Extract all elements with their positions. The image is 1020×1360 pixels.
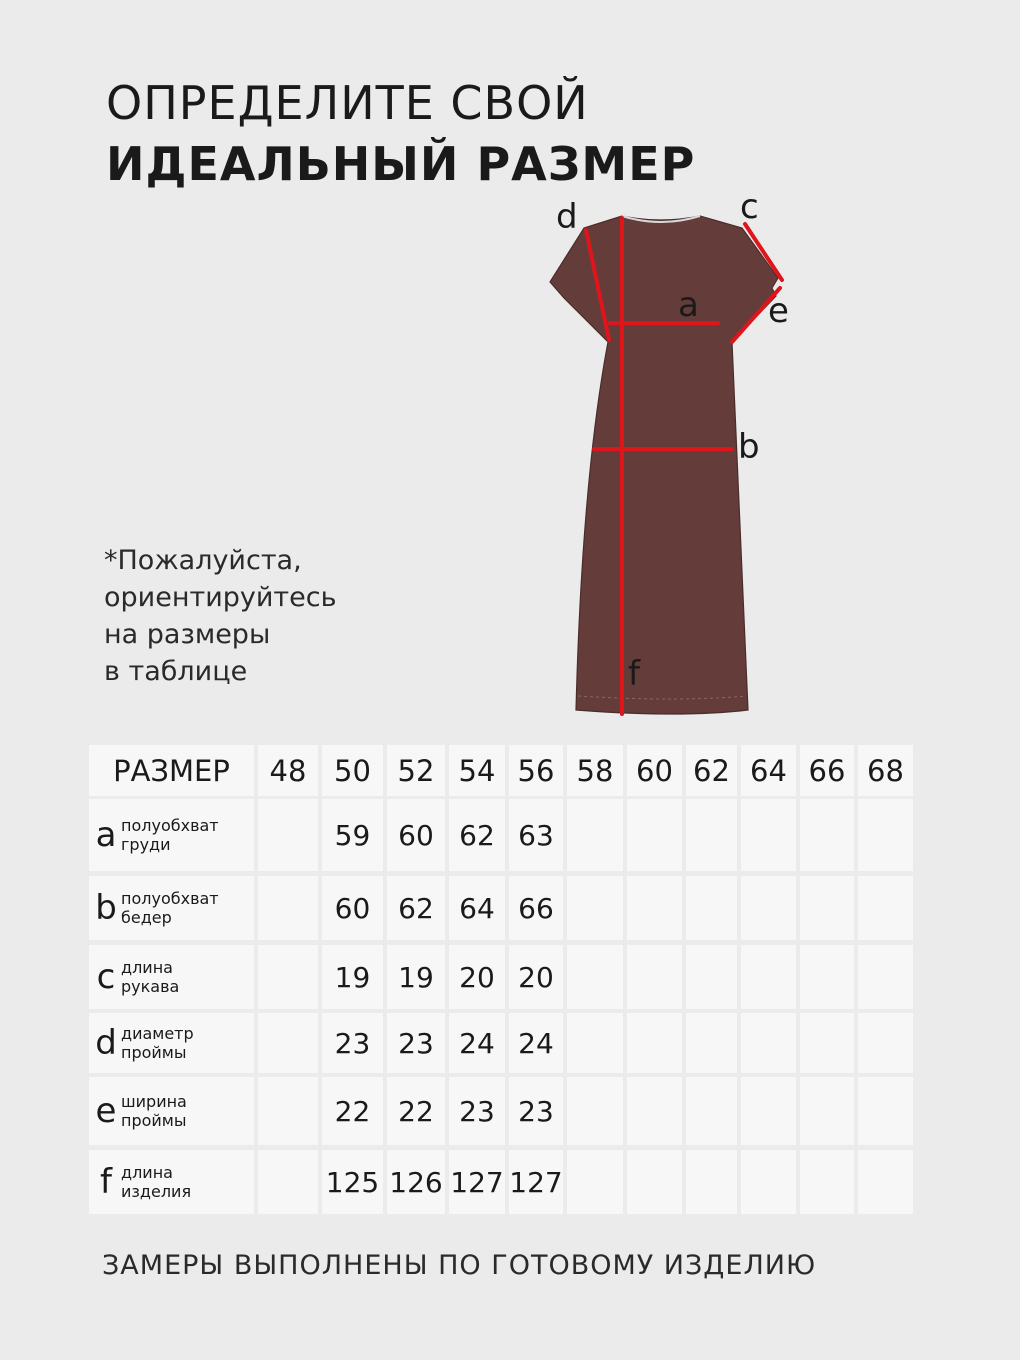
table-cell-b-62 [686,876,737,940]
measure-letter: a [95,815,117,855]
table-cell-c-56: 20 [509,945,563,1009]
table-cell-b-64 [741,876,796,940]
size-header-58: 58 [567,745,623,796]
table-cell-c-52: 19 [387,945,445,1009]
row-label-d [89,1013,254,1073]
table-cell-f-56: 127 [509,1150,563,1214]
diagram-label-c: c [740,187,759,227]
table-cell-b-68 [858,876,913,940]
table-cell-f-64 [741,1150,796,1214]
table-cell-d-56: 24 [509,1013,563,1073]
table-cell-c-50: 19 [322,945,383,1009]
table-cell-a-58 [567,799,623,871]
table-cell-e-48 [258,1077,318,1145]
table-cell-e-54: 23 [449,1077,505,1145]
table-cell-a-52: 60 [387,799,445,871]
table-cell-d-54: 24 [449,1013,505,1073]
measure-description [121,889,219,927]
note-line-2: ориентируйтесь [104,582,337,613]
table-cell-b-56: 66 [509,876,563,940]
table-cell-d-48 [258,1013,318,1073]
size-header-52: 52 [387,745,445,796]
table-cell-e-52: 22 [387,1077,445,1145]
table-cell-e-50: 22 [322,1077,383,1145]
table-cell-a-60 [627,799,682,871]
size-header-56: 56 [509,745,563,796]
table-cell-c-60 [627,945,682,1009]
table-cell-e-68 [858,1077,913,1145]
table-cell-a-48 [258,799,318,871]
table-cell-b-58 [567,876,623,940]
measure-description [121,1163,191,1201]
table-cell-a-64 [741,799,796,871]
measure-letter: b [95,888,117,928]
table-cell-c-58 [567,945,623,1009]
table-cell-f-66 [800,1150,854,1214]
size-header-50: 50 [322,745,383,796]
diagram-label-e: e [768,291,789,331]
table-cell-d-52: 23 [387,1013,445,1073]
table-cell-e-58 [567,1077,623,1145]
table-cell-b-60 [627,876,682,940]
measure-description-line2: рукава [121,977,180,996]
table-cell-f-60 [627,1150,682,1214]
table-cell-e-62 [686,1077,737,1145]
measure-description-line2: изделия [121,1182,192,1201]
row-label-a [89,799,254,871]
diagram-label-d: d [556,197,578,237]
table-cell-e-60 [627,1077,682,1145]
table-cell-e-64 [741,1077,796,1145]
title-bold-word: ИДЕАЛЬНЫЙ [106,137,460,191]
table-cell-b-54: 64 [449,876,505,940]
measure-letter: e [95,1091,117,1131]
table-cell-a-62 [686,799,737,871]
table-cell-f-62 [686,1150,737,1214]
measure-description-line1: полуобхват [121,889,219,908]
table-cell-b-52: 62 [387,876,445,940]
diagram-label-f: f [628,654,640,694]
measure-letter: c [96,957,116,997]
measure-description [121,1024,194,1062]
title-rest-word: РАЗМЕР [476,137,696,191]
size-header-64: 64 [741,745,796,796]
size-header-60: 60 [627,745,682,796]
measure-letter: f [100,1162,112,1202]
measure-description-line1: длина [121,958,173,977]
measure-letter: d [95,1023,117,1063]
size-header-62: 62 [686,745,737,796]
dress-measurement-diagram [530,180,800,720]
row-label-f [89,1150,254,1214]
size-header-48: 48 [258,745,318,796]
table-cell-d-58 [567,1013,623,1073]
table-cell-d-68 [858,1013,913,1073]
note-line-1: *Пожалуйста, [104,545,302,576]
table-cell-f-54: 127 [449,1150,505,1214]
table-cell-a-54: 62 [449,799,505,871]
table-cell-f-68 [858,1150,913,1214]
measure-description-line2: проймы [121,1111,187,1130]
measure-description-line1: ширина [121,1092,187,1111]
table-cell-b-48 [258,876,318,940]
measure-description [121,1092,187,1130]
diagram-label-b: b [738,427,760,467]
table-cell-b-50: 60 [322,876,383,940]
table-cell-b-66 [800,876,854,940]
table-cell-a-56: 63 [509,799,563,871]
measure-description-line1: полуобхват [121,816,219,835]
table-cell-a-50: 59 [322,799,383,871]
table-cell-f-58 [567,1150,623,1214]
measure-description-line2: бедер [121,908,172,927]
table-cell-a-66 [800,799,854,871]
note-line-4: в таблице [104,656,248,687]
row-label-e [89,1077,254,1145]
table-cell-f-48 [258,1150,318,1214]
diagram-label-a: a [678,285,699,325]
measure-description-line1: диаметр [121,1024,194,1043]
row-label-b [89,876,254,940]
page-title-line1: ОПРЕДЕЛИТЕ СВОЙ [106,76,589,130]
size-header-66: 66 [800,745,854,796]
measure-description-line2: груди [121,835,171,854]
table-cell-d-64 [741,1013,796,1073]
table-cell-d-50: 23 [322,1013,383,1073]
row-label-c [89,945,254,1009]
measure-description-line2: проймы [121,1043,187,1062]
size-note [104,542,337,690]
table-cell-e-56: 23 [509,1077,563,1145]
measure-description [121,958,179,996]
table-cell-d-60 [627,1013,682,1073]
size-header-54: 54 [449,745,505,796]
table-cell-c-48 [258,945,318,1009]
table-cell-c-64 [741,945,796,1009]
table-cell-f-52: 126 [387,1150,445,1214]
table-cell-c-54: 20 [449,945,505,1009]
table-cell-d-66 [800,1013,854,1073]
table-cell-c-68 [858,945,913,1009]
size-header-68: 68 [858,745,913,796]
measure-description [121,816,219,854]
measure-description-line1: длина [121,1163,173,1182]
table-cell-e-66 [800,1077,854,1145]
footer-note: ЗАМЕРЫ ВЫПОЛНЕНЫ ПО ГОТОВОМУ ИЗДЕЛИЮ [102,1250,817,1281]
table-cell-f-50: 125 [322,1150,383,1214]
table-cell-a-68 [858,799,913,871]
table-cell-c-62 [686,945,737,1009]
table-cell-d-62 [686,1013,737,1073]
table-cell-c-66 [800,945,854,1009]
note-line-3: на размеры [104,619,271,650]
size-header-label: РАЗМЕР [89,745,254,796]
